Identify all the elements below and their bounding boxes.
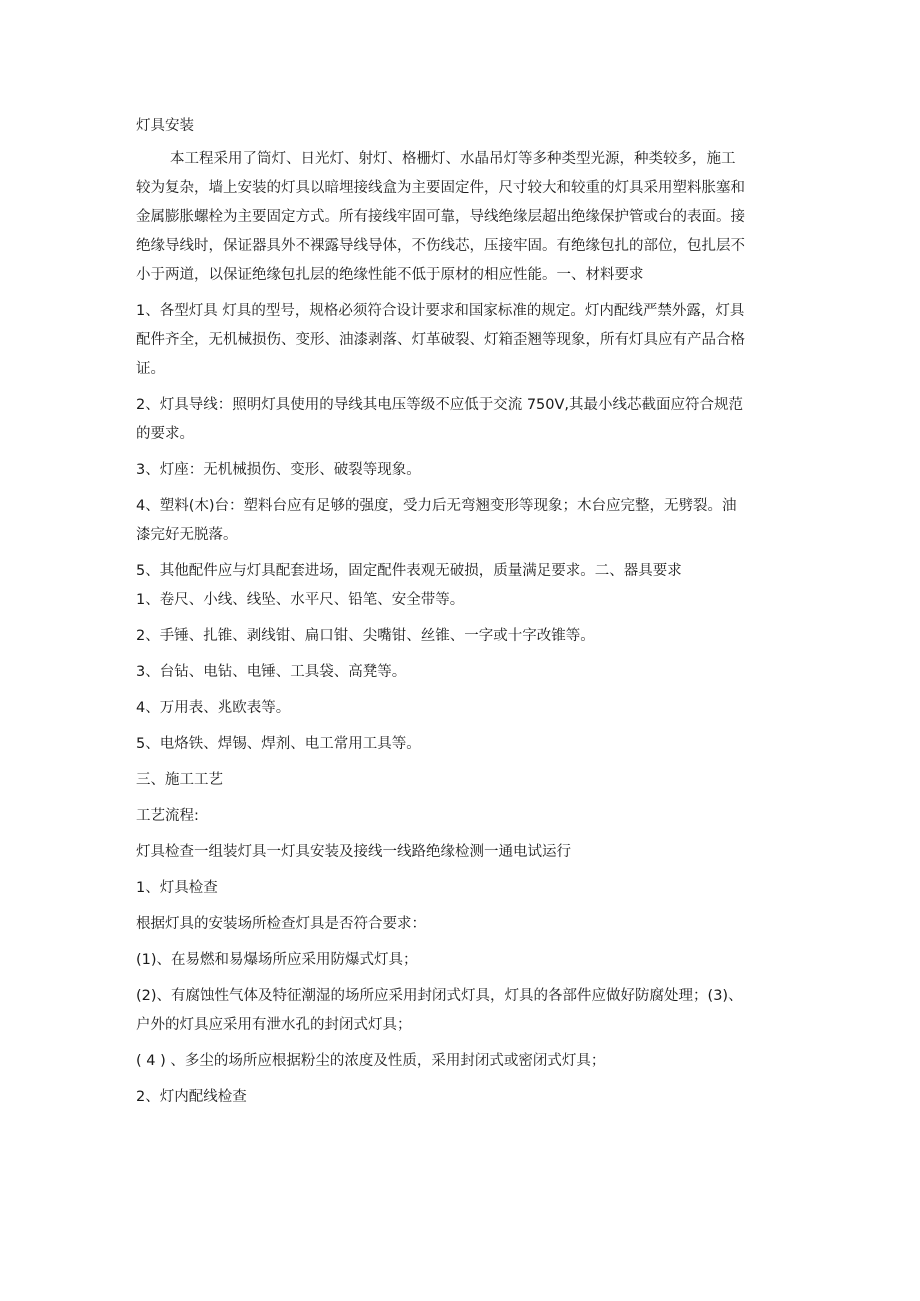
- step-item: [136, 982, 788, 1040]
- material-item-4: [136, 492, 788, 550]
- intro-line: 较为复杂，墙上安装的灯具以暗埋接线盒为主要固定件，尺寸较大和较重的灯具采用塑料胀塞和: [136, 180, 745, 196]
- paragraph-line: 3、灯座：无机械损伤、变形、破裂等现象。: [136, 462, 421, 478]
- paragraph-line: 漆完好无脱落。: [136, 527, 238, 543]
- intro-line: 金属膨胀螺栓为主要固定方式。所有接线牢固可靠，导线绝缘层超出绝缘保护管或台的表面。接: [136, 209, 745, 225]
- step-heading: 2、灯内配线检查: [136, 1089, 247, 1105]
- step-intro: 根据灯具的安装场所检查灯具是否符合要求：: [136, 916, 426, 932]
- material-item-2: [136, 391, 788, 449]
- paragraph-line: 1、各型灯具 灯具的型号，规格必须符合设计要求和国家标准的规定。灯内配线严禁外露，灯具: [136, 303, 745, 319]
- process-flow: 灯具检查一组装灯具一灯具安装及接线一线路绝缘检测一通电试运行: [136, 844, 571, 860]
- paragraph-line: 2、灯具导线：照明灯具使用的导线其电压等级不应低于交流 750V,其最小线芯截面应符合规范: [136, 397, 744, 413]
- paragraph-line: 5、其他配件应与灯具配套进场，固定配件表观无破损，质量满足要求。二、器具要求: [136, 563, 682, 579]
- section-heading: 三、施工工艺: [136, 772, 223, 788]
- paragraph-line: (2)、有腐蚀性气体及特征潮湿的场所应采用封闭式灯具，灯具的各部件应做好防腐处理；(3)、: [136, 988, 743, 1004]
- material-item-3: [136, 456, 788, 485]
- tool-item: 1、卷尺、小线、线坠、水平尺、铅笔、安全带等。: [136, 592, 465, 608]
- paragraph-line: 户外的灯具应采用有泄水孔的封闭式灯具；: [136, 1017, 412, 1033]
- paragraph-line: 4、塑料(木)台：塑料台应有足够的强度，受力后无弯翘变形等现象；木台应完整，无劈裂。油: [136, 498, 737, 514]
- paragraph-line: 配件齐全，无机械损伤、变形、油漆剥落、灯革破裂、灯箱歪翘等现象，所有灯具应有产品合格: [136, 332, 745, 348]
- document-title: 灯具安装: [136, 118, 194, 134]
- paragraph-line: 证。: [136, 361, 165, 377]
- intro-line: 绝缘导线时，保证器具外不裸露导线导体，不伤线芯，压接牢固。有绝缘包扎的部位，包扎层不: [136, 238, 745, 254]
- step-item: (1)、在易燃和易爆场所应采用防爆式灯具；: [136, 952, 418, 968]
- tool-item: 5、电烙铁、焊锡、焊剂、电工常用工具等。: [136, 736, 421, 752]
- tool-list: [136, 586, 788, 759]
- material-item-1: [136, 297, 788, 384]
- material-item-5: [136, 557, 788, 586]
- tool-item: 3、台钻、电钻、电锤、工具袋、高凳等。: [136, 664, 407, 680]
- tool-item: 2、手锤、扎锥、剥线钳、扁口钳、尖嘴钳、丝锥、一字或十字改锥等。: [136, 628, 595, 644]
- document-body: [136, 112, 788, 1112]
- intro-line: 本工程采用了筒灯、日光灯、射灯、格栅灯、水晶吊灯等多种类型光源，种类较多，施工: [170, 151, 736, 167]
- process-label: 工艺流程:: [136, 808, 199, 824]
- paragraph-line: 的要求。: [136, 426, 194, 442]
- step-item: ( 4 ) 、多尘的场所应根据粉尘的浓度及性质，采用封闭式或密闭式灯具；: [136, 1053, 606, 1069]
- tool-item: 4、万用表、兆欧表等。: [136, 700, 291, 716]
- step-heading: 1、灯具检查: [136, 880, 218, 896]
- intro-paragraph: [136, 145, 788, 290]
- intro-line: 小于两道，以保证绝缘包扎层的绝缘性能不低于原材的相应性能。一、材料要求: [136, 267, 644, 283]
